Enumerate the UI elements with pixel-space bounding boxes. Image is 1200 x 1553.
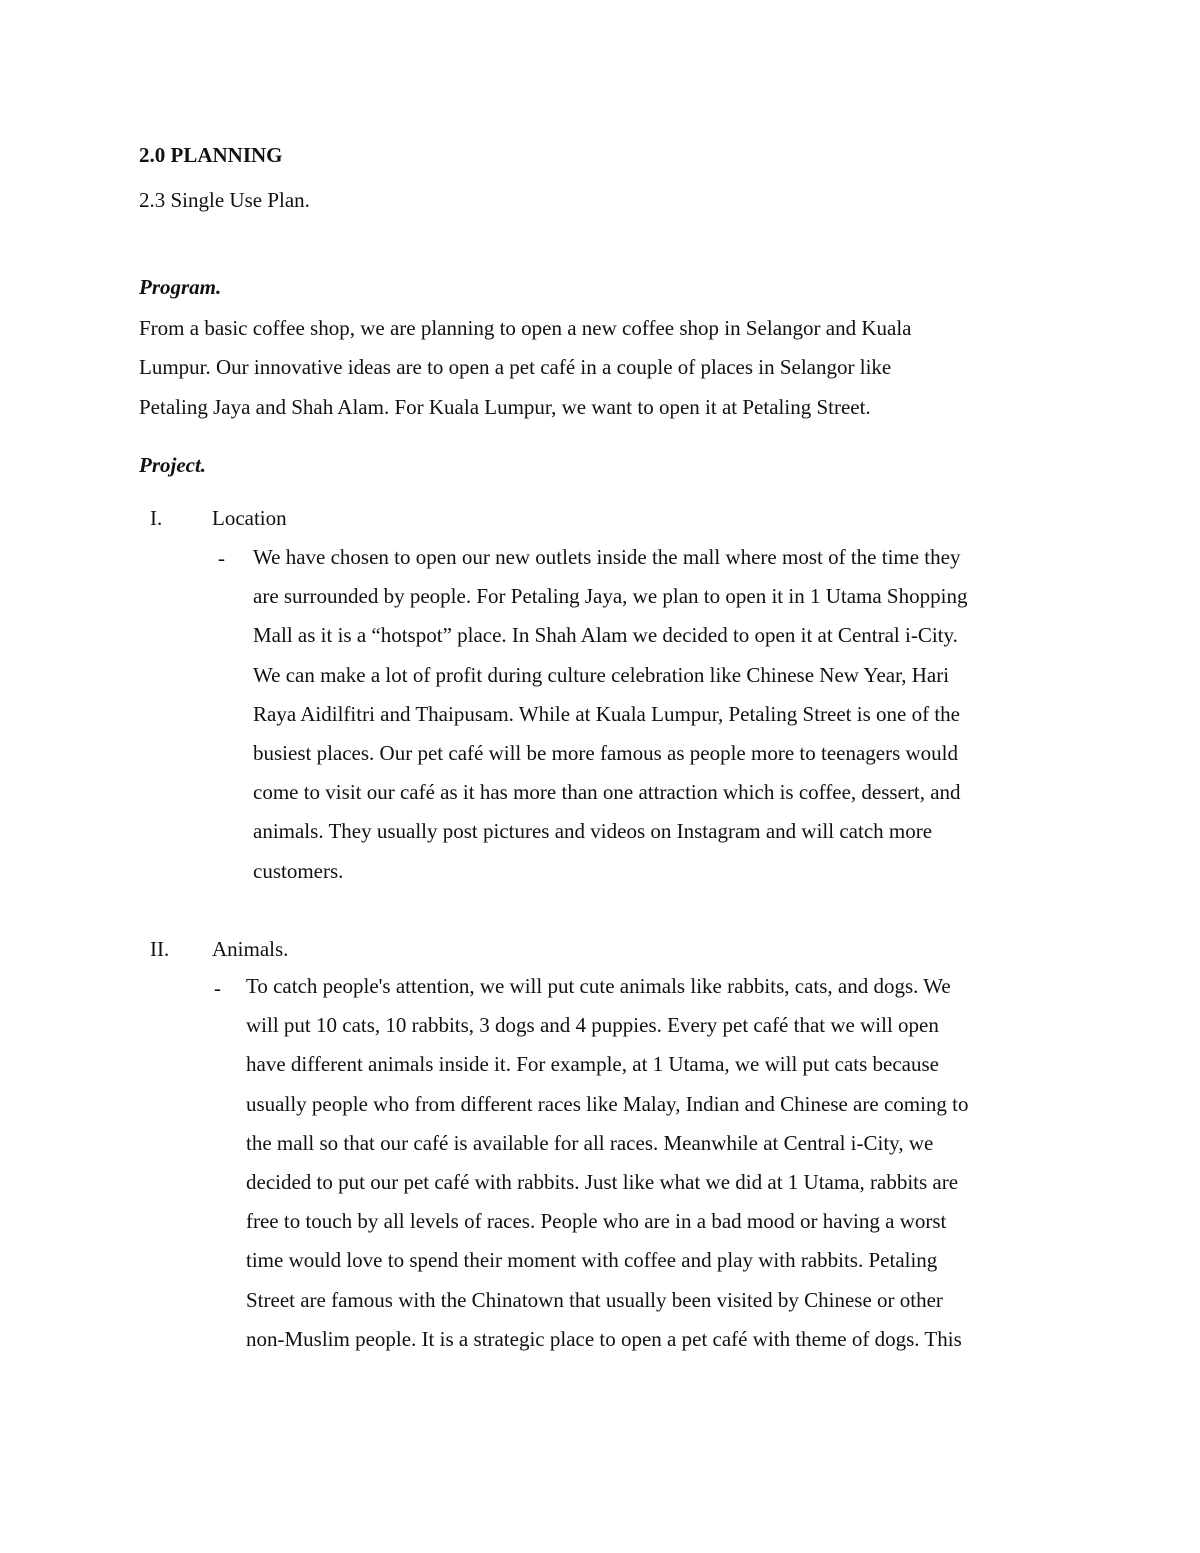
list-numeral: I. [150,506,163,530]
paragraph-line: decided to put our pet café with rabbits. Just like what we did at 1 Utama, rabbits are [246,1170,959,1195]
list-item-title: Location [212,506,287,530]
paragraph-line: From a basic coffee shop, we are planning to open a new coffee shop in Selangor and Kuala [139,316,912,340]
animals-paragraph [246,967,969,1359]
list-item-title: Animals. [212,937,289,961]
program-label: Program. [139,275,222,299]
paragraph-line: We can make a lot of profit during culture celebration like Chinese New Year, Hari [253,662,950,687]
paragraph-line: Petaling Jaya and Shah Alam. For Kuala Lumpur, we want to open it at Petaling Street. [139,394,871,419]
paragraph-line: To catch people's attention, we will put cute animals like rabbits, cats, and dogs. We [246,974,951,998]
paragraph-line: the mall so that our café is available for all races. Meanwhile at Central i-City, we [246,1130,934,1155]
paragraph-line: busiest places. Our pet café will be more famous as people more to teenagers would [253,741,959,766]
paragraph-line: have different animals inside it. For example, at 1 Utama, we will put cats because [246,1052,939,1077]
paragraph-line: free to touch by all levels of races. People who are in a bad mood or having a worst [246,1209,947,1234]
paragraph-line: will put 10 cats, 10 rabbits, 3 dogs and 4 puppies. Every pet café that we will open [246,1013,939,1038]
paragraph-line: come to visit our café as it has more than one attraction which is coffee, dessert, and [253,780,961,805]
paragraph-line: Mall as it is a “hotspot” place. In Shah Alam we decided to open it at Central i-City. [253,623,958,648]
paragraph-line: are surrounded by people. For Petaling Jaya, we plan to open it in 1 Utama Shopping [253,584,968,609]
subsection-heading: 2.3 Single Use Plan. [139,188,310,212]
paragraph-line: Street are famous with the Chinatown that usually been visited by Chinese or other [246,1287,943,1312]
paragraph-line: We have chosen to open our new outlets inside the mall where most of the time they [253,545,961,569]
paragraph-line: animals. They usually post pictures and videos on Instagram and will catch more [253,819,933,844]
paragraph-line: non-Muslim people. It is a strategic place to open a pet café with theme of dogs. This [246,1326,962,1351]
dash-bullet: - [218,546,225,570]
program-paragraph [139,309,1059,427]
list-numeral: II. [150,937,170,961]
dash-bullet: - [214,976,221,1000]
paragraph-line: customers. [253,858,344,883]
location-paragraph [253,538,967,891]
paragraph-line: time would love to spend their moment with coffee and play with rabbits. Petaling [246,1248,938,1273]
project-label: Project. [139,453,207,477]
paragraph-line: usually people who from different races like Malay, Indian and Chinese are coming to [246,1091,969,1116]
paragraph-line: Lumpur. Our innovative ideas are to open a pet café in a couple of places in Selangor like [139,355,892,380]
paragraph-line: Raya Aidilfitri and Thaipusam. While at Kuala Lumpur, Petaling Street is one of the [253,701,960,726]
section-heading: 2.0 PLANNING [139,143,283,167]
